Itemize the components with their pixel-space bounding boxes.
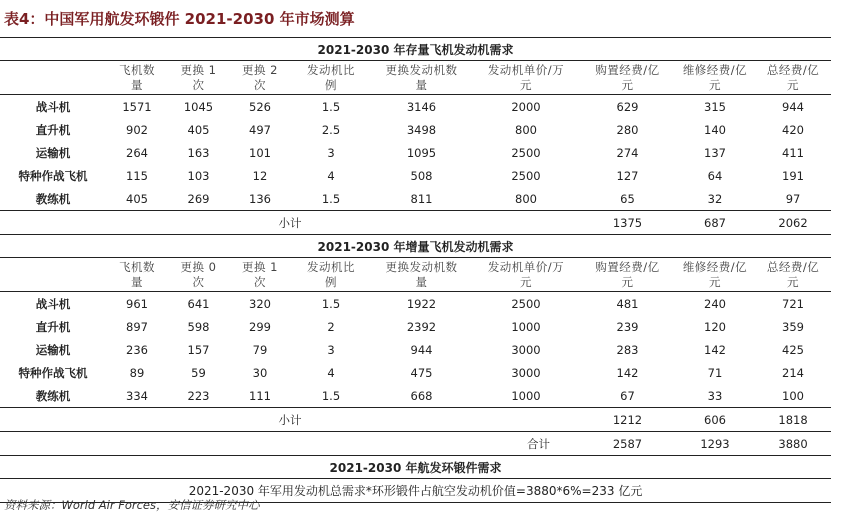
column-header bbox=[168, 61, 229, 95]
table-cell: 405 bbox=[187, 122, 210, 137]
row-label: 特种作战飞机 bbox=[18, 365, 88, 380]
column-header-line: 更换发动机数 bbox=[385, 259, 458, 274]
column-header-line: 总经费/亿 bbox=[766, 259, 820, 274]
row-label: 运输机 bbox=[35, 145, 71, 160]
section-title: 2021-2030 年航发环锻件需求 bbox=[0, 456, 831, 479]
column-header-line: 元 bbox=[709, 77, 721, 92]
subtotal-cell: 2062 bbox=[755, 211, 831, 235]
column-header-line: 维修经费/亿 bbox=[682, 62, 748, 77]
table-cell: 89 bbox=[129, 365, 145, 380]
table-cell: 214 bbox=[782, 365, 804, 380]
table-cell: 1.5 bbox=[291, 292, 371, 316]
table-cell: 4 bbox=[327, 168, 335, 183]
table-cell: 3000 bbox=[511, 365, 541, 380]
table-cell: 320 bbox=[229, 292, 291, 316]
column-header bbox=[291, 61, 371, 95]
table-cell: 641 bbox=[168, 292, 229, 316]
table-cell: 2 bbox=[327, 319, 335, 334]
table-cell: 2500 bbox=[472, 292, 580, 316]
column-header-line: 次 bbox=[192, 274, 205, 289]
column-header-line: 维修经费/亿 bbox=[682, 259, 748, 274]
column-header bbox=[291, 258, 371, 292]
table-cell: 136 bbox=[249, 191, 271, 206]
table-cell: 274 bbox=[616, 145, 639, 160]
table-title: 表4：中国军用航发环锻件 2021-2030 年市场测算 bbox=[4, 10, 355, 28]
row-label: 教练机 bbox=[35, 191, 71, 206]
table-cell: 142 bbox=[704, 342, 726, 357]
column-header-row bbox=[0, 61, 831, 95]
table-cell: 497 bbox=[249, 122, 271, 137]
column-header bbox=[168, 258, 229, 292]
table-cell: 961 bbox=[106, 292, 168, 316]
column-header-line: 购置经费/亿 bbox=[595, 259, 660, 274]
row-label: 直升机 bbox=[35, 319, 71, 334]
table-cell: 629 bbox=[580, 95, 675, 119]
table-cell: 1000 bbox=[511, 388, 541, 403]
table-cell: 3146 bbox=[371, 95, 472, 119]
column-header-line: 元 bbox=[709, 274, 721, 289]
column-header bbox=[755, 258, 831, 292]
table-cell: 897 bbox=[126, 319, 148, 334]
table-cell: 59 bbox=[191, 365, 206, 380]
table-cell: 1.5 bbox=[321, 191, 341, 206]
table-row bbox=[0, 292, 831, 316]
table-cell: 315 bbox=[675, 95, 755, 119]
table-cell: 120 bbox=[704, 319, 726, 334]
column-header-line: 发动机单价/万 bbox=[487, 62, 565, 77]
table-cell: 264 bbox=[126, 145, 148, 160]
table-cell: 32 bbox=[707, 191, 723, 206]
table-cell: 127 bbox=[616, 168, 639, 183]
table-cell: 67 bbox=[620, 388, 635, 403]
column-header-line: 元 bbox=[520, 274, 532, 289]
table-body bbox=[0, 38, 831, 503]
table-cell: 2392 bbox=[406, 319, 437, 334]
column-header bbox=[472, 61, 580, 95]
table-cell: 800 bbox=[515, 122, 537, 137]
subtotal-cell: 606 bbox=[675, 408, 755, 432]
table-cell: 508 bbox=[410, 168, 433, 183]
subtotal-row bbox=[0, 211, 831, 235]
row-label: 特种作战飞机 bbox=[18, 168, 88, 183]
subtotal-label: 小计 bbox=[0, 408, 580, 432]
column-header-line: 元 bbox=[621, 77, 634, 92]
column-header bbox=[106, 61, 168, 95]
market-estimate-table bbox=[0, 37, 831, 503]
table-cell: 420 bbox=[782, 122, 804, 137]
table-cell: 3498 bbox=[406, 122, 437, 137]
table-cell: 4 bbox=[327, 365, 335, 380]
column-header bbox=[675, 61, 755, 95]
table-cell: 64 bbox=[707, 168, 723, 183]
column-header bbox=[580, 258, 675, 292]
column-header-line: 次 bbox=[254, 77, 266, 92]
subtotal-row bbox=[0, 408, 831, 432]
total-cell: 2587 bbox=[580, 432, 675, 456]
table-cell: 283 bbox=[616, 342, 639, 357]
column-header-line: 例 bbox=[325, 274, 337, 289]
table-cell: 1.5 bbox=[291, 95, 371, 119]
table-row bbox=[0, 164, 831, 187]
table-row bbox=[0, 315, 831, 338]
table-cell: 101 bbox=[249, 145, 271, 160]
column-header-line: 飞机数 bbox=[119, 62, 155, 77]
table-cell: 65 bbox=[620, 191, 635, 206]
table-cell: 33 bbox=[707, 388, 723, 403]
column-header-row bbox=[0, 258, 831, 292]
column-header-line: 元 bbox=[787, 77, 800, 92]
table-cell: 157 bbox=[187, 342, 210, 357]
corner-cell bbox=[0, 258, 106, 292]
table-cell: 2.5 bbox=[321, 122, 341, 137]
row-label: 战斗机 bbox=[0, 95, 106, 119]
column-header-line: 总经费/亿 bbox=[766, 62, 820, 77]
section-header bbox=[0, 456, 831, 479]
table-cell: 481 bbox=[580, 292, 675, 316]
table-cell: 111 bbox=[249, 388, 271, 403]
table-cell: 405 bbox=[126, 191, 148, 206]
table-row bbox=[0, 95, 831, 119]
table-cell: 163 bbox=[187, 145, 210, 160]
table-cell: 142 bbox=[616, 365, 639, 380]
column-header-line: 量 bbox=[415, 274, 428, 289]
row-label: 直升机 bbox=[35, 122, 71, 137]
table-cell: 191 bbox=[782, 168, 804, 183]
column-header-line: 发动机比 bbox=[307, 62, 355, 77]
table-cell: 800 bbox=[515, 191, 537, 206]
table-cell: 902 bbox=[126, 122, 148, 137]
table-cell: 1571 bbox=[106, 95, 168, 119]
column-header-line: 次 bbox=[192, 77, 205, 92]
table-row bbox=[0, 187, 831, 211]
column-header bbox=[371, 61, 472, 95]
subtotal-cell: 1375 bbox=[580, 211, 675, 235]
demand-formula: 2021-2030 年军用发动机总需求*环形锻件占航空发动机价值=3880*6%=233 亿元 bbox=[0, 479, 831, 503]
column-header-line: 更换 0 bbox=[180, 259, 217, 274]
column-header-line: 例 bbox=[325, 77, 337, 92]
table-cell: 2500 bbox=[511, 145, 541, 160]
table-cell: 12 bbox=[252, 168, 268, 183]
column-header-line: 更换 1 bbox=[180, 62, 217, 77]
table-cell: 944 bbox=[410, 342, 433, 357]
table-cell: 280 bbox=[616, 122, 639, 137]
column-header bbox=[106, 258, 168, 292]
table-cell: 223 bbox=[187, 388, 210, 403]
table-cell: 71 bbox=[707, 365, 723, 380]
column-header-line: 发动机比 bbox=[307, 259, 355, 274]
table-cell: 3 bbox=[327, 342, 335, 357]
table-cell: 1922 bbox=[371, 292, 472, 316]
table-cell: 1095 bbox=[406, 145, 437, 160]
section-header bbox=[0, 235, 831, 258]
table-cell: 236 bbox=[126, 342, 148, 357]
column-header-line: 量 bbox=[131, 274, 143, 289]
column-header-line: 元 bbox=[621, 274, 634, 289]
table-cell: 411 bbox=[782, 145, 804, 160]
total-cell: 3880 bbox=[755, 432, 831, 456]
subtotal-label: 小计 bbox=[0, 211, 580, 235]
table-row bbox=[0, 141, 831, 164]
table-cell: 240 bbox=[675, 292, 755, 316]
row-label: 教练机 bbox=[35, 388, 71, 403]
table-cell: 30 bbox=[252, 365, 268, 380]
row-label: 运输机 bbox=[35, 342, 71, 357]
column-header-line: 次 bbox=[254, 274, 266, 289]
column-header bbox=[229, 258, 291, 292]
column-header bbox=[675, 258, 755, 292]
column-header-line: 飞机数 bbox=[119, 259, 155, 274]
table-cell: 425 bbox=[782, 342, 804, 357]
table-cell: 3 bbox=[327, 145, 335, 160]
corner-cell bbox=[0, 61, 106, 95]
row-label: 战斗机 bbox=[0, 292, 106, 316]
table-cell: 475 bbox=[410, 365, 433, 380]
column-header-line: 更换 1 bbox=[242, 259, 278, 274]
table-row bbox=[0, 118, 831, 141]
subtotal-cell: 1818 bbox=[755, 408, 831, 432]
table-cell: 103 bbox=[187, 168, 210, 183]
table-cell: 1.5 bbox=[321, 388, 341, 403]
table-cell: 944 bbox=[755, 95, 831, 119]
column-header-line: 元 bbox=[520, 77, 532, 92]
column-header-line: 更换发动机数 bbox=[385, 62, 458, 77]
column-header-line: 元 bbox=[787, 274, 800, 289]
table-cell: 140 bbox=[704, 122, 726, 137]
section-header bbox=[0, 38, 831, 61]
section-title: 2021-2030 年存量飞机发动机需求 bbox=[0, 38, 831, 61]
section-title: 2021-2030 年增量飞机发动机需求 bbox=[0, 235, 831, 258]
table-cell: 334 bbox=[126, 388, 148, 403]
table-cell: 100 bbox=[782, 388, 804, 403]
column-header-line: 量 bbox=[415, 77, 428, 92]
column-header bbox=[755, 61, 831, 95]
column-header-line: 量 bbox=[131, 77, 143, 92]
table-cell: 721 bbox=[755, 292, 831, 316]
column-header-line: 更换 2 bbox=[242, 62, 278, 77]
subtotal-cell: 687 bbox=[675, 211, 755, 235]
total-row bbox=[0, 432, 831, 456]
table-row bbox=[0, 384, 831, 408]
column-header-line: 发动机单价/万 bbox=[487, 259, 565, 274]
column-header-line: 购置经费/亿 bbox=[595, 62, 660, 77]
table-cell: 1000 bbox=[511, 319, 541, 334]
table-row bbox=[0, 338, 831, 361]
table-cell: 811 bbox=[410, 191, 433, 206]
total-label: 合计 bbox=[0, 432, 580, 456]
table-cell: 526 bbox=[229, 95, 291, 119]
table-cell: 1045 bbox=[168, 95, 229, 119]
source-note: 资料来源：World Air Forces，安信证券研究中心 bbox=[4, 498, 260, 512]
table-cell: 2000 bbox=[472, 95, 580, 119]
table-cell: 359 bbox=[782, 319, 804, 334]
subtotal-cell: 1212 bbox=[580, 408, 675, 432]
column-header bbox=[371, 258, 472, 292]
table-cell: 3000 bbox=[511, 342, 541, 357]
table-cell: 137 bbox=[704, 145, 726, 160]
table-cell: 97 bbox=[785, 191, 801, 206]
table-row bbox=[0, 361, 831, 384]
table-cell: 79 bbox=[252, 342, 268, 357]
table-cell: 115 bbox=[126, 168, 148, 183]
table-cell: 269 bbox=[187, 191, 210, 206]
total-cell: 1293 bbox=[675, 432, 755, 456]
column-header bbox=[229, 61, 291, 95]
table-cell: 299 bbox=[249, 319, 271, 334]
column-header bbox=[580, 61, 675, 95]
table-cell: 598 bbox=[187, 319, 210, 334]
table-cell: 239 bbox=[616, 319, 639, 334]
table-cell: 668 bbox=[410, 388, 433, 403]
table-cell: 2500 bbox=[511, 168, 541, 183]
column-header bbox=[472, 258, 580, 292]
